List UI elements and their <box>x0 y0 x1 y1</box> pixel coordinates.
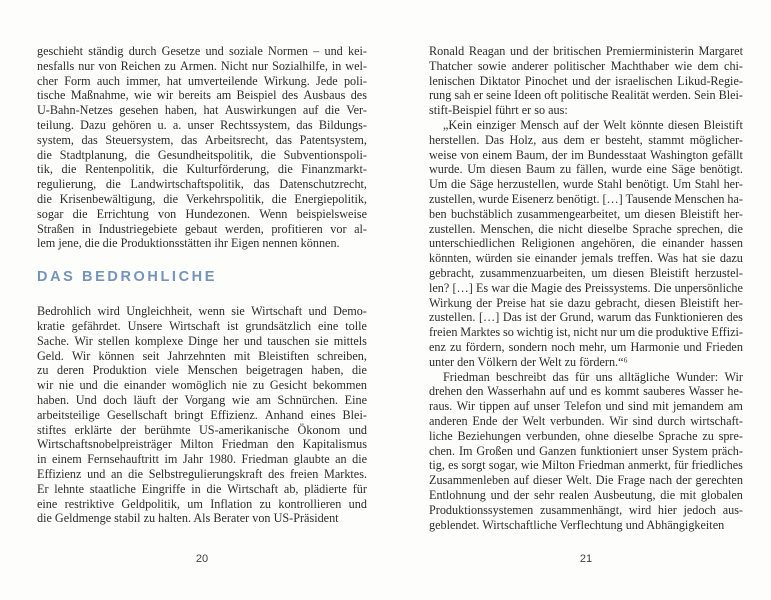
text-line: in einem Fernsehauftritt im Jahr 1980. Friedman glaubte an die <box>37 452 367 467</box>
section-heading: DAS BEDROHLICHE <box>37 269 217 286</box>
text-column-left <box>37 44 367 526</box>
text-line: Zusammenleben auf dieser Welt. Die Frage nach der gerechten <box>429 473 743 488</box>
text-line: gebracht, zusammenzuarbeiten, um diesen Bleistift herzustel- <box>429 265 743 280</box>
page-left <box>37 44 367 579</box>
text-line: Wirtschaftsnobelpreisträger Milton Friedman den Kapitalismus <box>37 437 367 452</box>
text-line: len? […] Es war die Magie des Preissystems. Die unpersönliche <box>429 280 743 295</box>
text-line: die Geldmenge stabil zu halten. Als Berater von US-Präsident <box>37 511 339 526</box>
page-number-right: 21 <box>579 553 593 565</box>
text-line: Thatcher sowie anderer politischer Machthaber wie dem chi- <box>429 58 743 73</box>
text-line: zustellen. Menschen, die nicht dieselbe Sprache sprechen, die <box>429 221 743 236</box>
text-line: wurde. Um diesen Baum zu fällen, wurde eine Säge benötigt. <box>429 162 743 177</box>
text-line: zu deren Produktion viele Menschen beigetragen haben, die <box>37 363 367 378</box>
text-line: stiftes erklärte der berühmte US-amerikanische Ökonom und <box>37 422 367 437</box>
text-column-right <box>429 44 743 532</box>
text-line: nesfalls nur von Reichen zu Armen. Nicht nur Sozialhilfe, in wel- <box>37 58 367 73</box>
text-line: geblendet. Wirtschaftliche Verflechtung und Abhängigkeiten <box>429 517 725 532</box>
text-line: teilung. Dazu gehören u. a. unser Rechtssystem, das Bildungs- <box>37 117 367 132</box>
text-line: rung sah er seine Ideen oft politische Realität werden. Sein Blei- <box>429 88 743 103</box>
text-line: tische Maßnahme, wie wir bereits am Beispiel des Ausbaus des <box>37 88 367 103</box>
text-line: kratie gefährdet. Unsere Wirtschaft ist grundsätzlich eine tolle <box>37 318 367 333</box>
text-line: unterschiedlichen Religionen angehören, die einander hassen <box>429 236 743 251</box>
text-line: cher Form auch immer, hat umverteilende Wirkung. Jede poli- <box>37 73 367 88</box>
paragraph <box>429 44 743 118</box>
paragraph <box>37 304 367 526</box>
text-line: freien Marktes so wichtig ist, nicht nur um die produktive Effizi- <box>429 325 743 340</box>
text-line: ben buchstäblich zusammengearbeitet, um diesen Bleistift her- <box>429 206 743 221</box>
text-line: unter den Völkern der Welt zu fördern.“⁶ <box>429 354 628 369</box>
text-line: lem jene, die die Produktionsstätten ihr Eigen nennen können. <box>37 236 340 251</box>
text-line: zustellen, wurde Eisenerz benötigt. […] Tausende Menschen ha- <box>429 191 743 206</box>
paragraph <box>429 370 743 533</box>
text-line: Entlohnung und der sehr realen Ausbeutung, die mit globalen <box>429 487 743 502</box>
text-line: enz zu fördern, sondern noch mehr, um Harmonie und Frieden <box>429 339 743 354</box>
text-line: raus. Wir tippen auf unser Telefon und sind mit jemandem am <box>429 399 743 414</box>
text-line: liche Beziehungen verbunden, ohne dieselbe Sprache zu spre- <box>429 428 743 443</box>
text-line: herstellen. Das Holz, aus dem er besteht, stammt möglicher- <box>429 132 743 147</box>
text-line: Produktionssystemen zusammenhängt, wird hier jedoch aus- <box>429 502 743 517</box>
text-line: zustellen. […] Das ist der Grund, warum das Funktionieren des <box>429 310 743 325</box>
text-line: Geld. Wir können seit Jahrzehnten mit Bleistiften schreiben, <box>37 348 367 363</box>
text-line: system, das Steuersystem, das Arbeitsrecht, das Patentsystem, <box>37 132 367 147</box>
paragraph <box>37 44 367 251</box>
text-line: Friedman beschreibt das für uns alltägliche Wunder: Wir <box>443 369 743 384</box>
text-line: die Stadtplanung, die Gesundheitspolitik, die Subventionspoli- <box>37 147 367 162</box>
text-line: tig, es sorgt sogar, wie Milton Friedman anmerkt, für friedliches <box>429 458 743 473</box>
text-line: „Kein einziger Mensch auf der Welt könnte diesen Bleistift <box>443 117 743 132</box>
text-line: haben. Und doch läuft der Vorgang wie am Schnürchen. Eine <box>37 392 367 407</box>
text-line: geschieht ständig durch Gesetze und soziale Normen – und kei- <box>37 44 367 58</box>
text-line: Um die Säge herzustellen, wurde Stahl benötigt. Um Stahl her- <box>429 177 743 192</box>
text-line: U-Bahn-Netzes gesehen haben, hat Auswirkungen auf die Ver- <box>37 103 367 118</box>
text-line: Wirkung der Preise hat sie dazu gebracht, diesen Bleistift her- <box>429 295 743 310</box>
text-line: tik, die Rentenpolitik, die Kulturförderung, die Finanzmarkt- <box>37 162 367 177</box>
text-line: eine restriktive Geldpolitik, um Inflation zu kontrollieren und <box>37 496 367 511</box>
text-line: Sache. Wir stellen komplexe Dinge her und tauschen sie mittels <box>37 333 367 348</box>
page-number-left: 20 <box>195 553 209 565</box>
text-line: regulierung, die Landwirtschaftspolitik, das Datenschutzrecht, <box>37 177 367 192</box>
text-line: weise von einem Baum, der im Bundesstaat Washington gefällt <box>429 147 743 162</box>
text-line: Er lehnte staatliche Eingriffe in die Wirtschaft ab, plädierte für <box>37 481 367 496</box>
text-line: Effizienz und an die Selbstregulierungskraft des freien Marktes. <box>37 466 367 481</box>
text-line: sogar die Errichtung von Hundezonen. Wenn beispielsweise <box>37 206 367 221</box>
text-line: arbeitsteilige Gesellschaft bringt Effizienz. Anhand eines Blei- <box>37 407 367 422</box>
text-line: drehen den Wasserhahn auf und es kommt sauberes Wasser he- <box>429 384 743 399</box>
text-line: lenischen Diktator Pinochet und der israelischen Likud-Regie- <box>429 73 743 88</box>
text-line: stift-Beispiel führt er so aus: <box>429 103 568 118</box>
text-line: anderen Ende der Welt verbunden. Wir sind durch wirtschaft- <box>429 413 743 428</box>
text-line: die Krisenbewältigung, die Verkehrspolitik, die Energiepolitik, <box>37 191 367 206</box>
page-right <box>429 44 743 579</box>
text-line: Straßen in Industriegebiete gebaut werden, profitieren vor al- <box>37 221 367 236</box>
text-line: Ronald Reagan und der britischen Premierministerin Margaret <box>429 44 743 58</box>
paragraph <box>429 118 743 370</box>
text-line: chen. Im Großen und Ganzen funktioniert unser System präch- <box>429 443 743 458</box>
text-line: Bedrohlich wird Ungleichheit, wenn sie Wirtschaft und Demo- <box>37 304 367 319</box>
text-line: wir nie und die einander womöglich nie zu Gesicht bekommen <box>37 378 367 393</box>
text-line: könnten, würden sie einander jemals treffen. Was hat sie dazu <box>429 251 743 266</box>
